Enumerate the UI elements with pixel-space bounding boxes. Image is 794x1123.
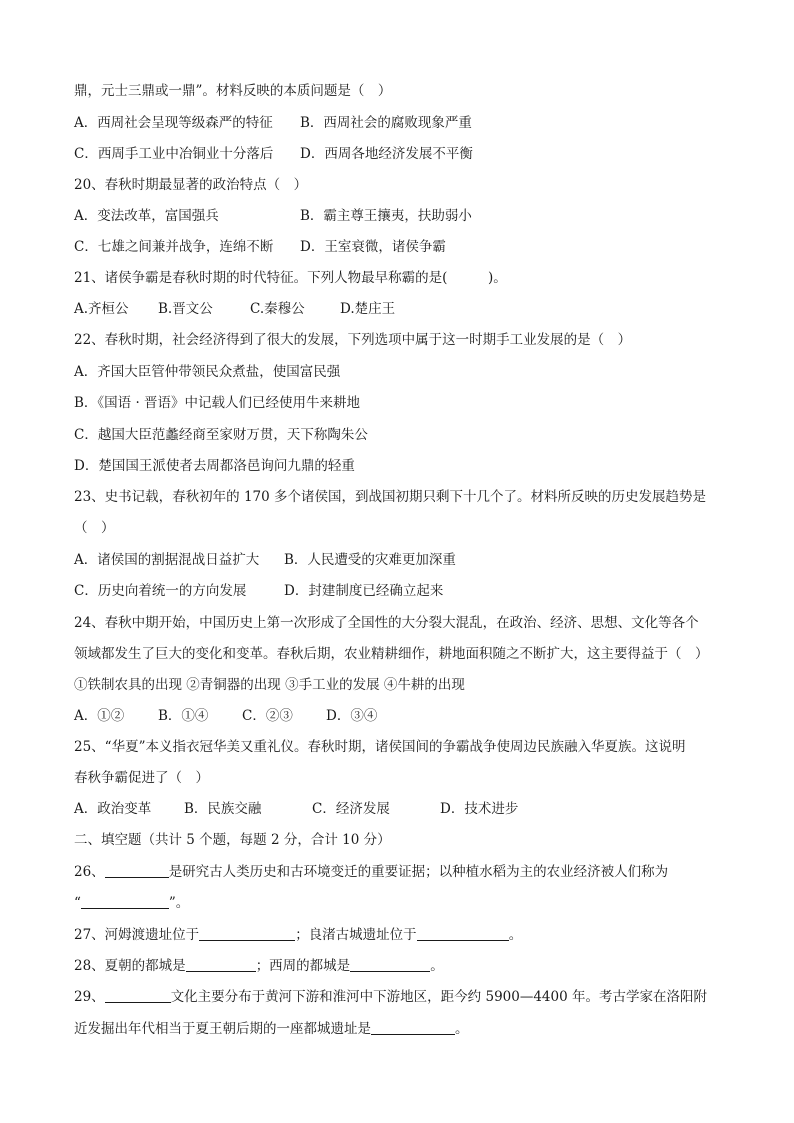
q24-option-d: D．③④: [326, 708, 378, 724]
q22-option-a: A．齐国大臣管仲带领民众煮盐，使国富民强: [74, 364, 341, 380]
q21-option-d: D.楚庄王: [340, 301, 396, 317]
q21-option-a: A.齐桓公: [74, 301, 129, 317]
q28-text-3: 。: [430, 958, 444, 974]
q28-blank-1[interactable]: [186, 957, 256, 972]
q27-text-3: 。: [508, 927, 523, 943]
q26-quote-open: “: [74, 895, 81, 911]
q28-line: [74, 957, 724, 975]
q25-option-c: C．经济发展: [312, 801, 390, 817]
q19-option-d: D．西周各地经济发展不平衡: [300, 146, 473, 162]
q26-number: 26、: [74, 864, 105, 880]
q29-line1: [74, 988, 724, 1006]
q19-options-row2: [74, 145, 724, 163]
q19-option-c: C．西周手工业中冶铜业十分落后: [74, 146, 274, 162]
q23-stem-line2: （ ）: [74, 520, 115, 536]
q20-option-c: C．七雄之间兼并战争，连绵不断: [74, 239, 274, 255]
q19-option-b: B．西周社会的腐败现象严重: [300, 115, 472, 131]
q22-stem: 22、春秋时期，社会经济得到了很大的发展，下列选项中属于这一时期手工业发展的是（ ）: [74, 332, 632, 348]
q26-blank-2[interactable]: [81, 894, 169, 909]
q20-option-a: A．变法改革，富国强兵: [74, 208, 219, 224]
q27-text-1: 27、河姆渡遗址位于: [74, 927, 200, 943]
q25-stem-line2: 春秋争霸促进了（ ）: [74, 770, 209, 786]
q24-stem-line2: 领域都发生了巨大的变化和变革。春秋后期，农业精耕细作，耕地面积随之不断扩大，这主要得益于（ ）: [74, 646, 709, 662]
q23-option-b: B．人民遭受的灾难更加深重: [284, 552, 456, 568]
q20-options-row1: [74, 207, 724, 225]
q25-option-d: D．技术进步: [440, 801, 519, 817]
q20-option-b: B．霸主尊王攘夷，扶助弱小: [300, 208, 472, 224]
q24-option-a: A．①②: [74, 708, 125, 724]
q27-blank-1[interactable]: [199, 926, 295, 941]
q23-options-row1: [74, 551, 724, 569]
q21-option-c: C.秦穆公: [250, 301, 305, 317]
q19-stem-end: 鼎，元士三鼎或一鼎”。材料反映的本质问题是（ ）: [74, 83, 392, 99]
q29-text-3: 。: [455, 1021, 469, 1037]
q28-text-1: 28、夏朝的都城是: [74, 958, 186, 974]
section-2-heading: 二、填空题（共计 5 个题，每题 2 分，合计 10 分）: [74, 832, 391, 848]
q25-options: [74, 800, 724, 818]
q20-options-row2: [74, 238, 724, 256]
q22-option-d: D．楚国国王派使者去周都洛邑询问九鼎的轻重: [74, 458, 355, 474]
q29-blank-1[interactable]: [105, 988, 171, 1003]
q23-stem-line1: 23、史书记载，春秋初年的 170 多个诸侯国，到战国初期只剩下十几个了。材料所反映的历史发展趋势是: [74, 489, 707, 505]
q20-stem: 20、春秋时期最显著的政治特点（ ）: [74, 177, 308, 193]
q29-text-2: 近发掘出年代相当于夏王朝后期的一座都城遗址是: [74, 1021, 371, 1037]
q22-option-b: B．《国语 · 晋语》中记载人们已经使用牛来耕地: [74, 395, 361, 411]
q25-option-a: A．政治变革: [74, 801, 152, 817]
q24-stem-line3: ①铁制农具的出现 ②青铜器的出现 ③手工业的发展 ④牛耕的出现: [74, 677, 465, 693]
q28-text-2: ；西周的都城是: [255, 958, 351, 974]
q20-option-d: D．王室衰微，诸侯争霸: [300, 239, 446, 255]
q26-quote-close: ”。: [168, 895, 190, 911]
q26-line1: [74, 863, 724, 881]
q21-stem: 21、诸侯争霸是春秋时期的时代特征。下列人物最早称霸的是( )。: [74, 270, 507, 286]
q27-blank-2[interactable]: [417, 926, 509, 941]
q23-option-d: D．封建制度已经确立起来: [284, 583, 444, 599]
q23-options-row2: [74, 582, 724, 600]
q26-blank-1[interactable]: [105, 863, 169, 878]
q26-line2: [74, 894, 724, 912]
q24-option-c: C．②③: [242, 708, 293, 724]
q19-option-a: A．西周社会呈现等级森严的特征: [74, 115, 273, 131]
q25-option-b: B．民族交融: [184, 801, 262, 817]
q28-blank-2[interactable]: [350, 957, 430, 972]
q29-text: 文化主要分布于黄河下游和淮河中下游地区，距今约 5900—4400 年。考古学家在洛阳附: [170, 989, 707, 1005]
q27-line: [74, 926, 724, 944]
q21-option-b: B.晋文公: [158, 301, 213, 317]
q25-stem-line1: 25、“华夏”本义指衣冠华美又重礼仪。春秋时期，诸侯国间的争霸战争使周边民族融入华夏族。这说明: [74, 739, 686, 755]
q26-text: 是研究古人类历史和古环境变迁的重要证据；以种植水稻为主的农业经济被人们称为: [168, 864, 669, 880]
q22-option-c: C．越国大臣范蠡经商至家财万贯，天下称陶朱公: [74, 427, 368, 443]
q21-options: [74, 300, 724, 318]
q29-line2: [74, 1020, 724, 1038]
q24-options: [74, 707, 724, 725]
q24-option-b: B．①④: [158, 708, 209, 724]
q24-stem-line1: 24、春秋中期开始，中国历史上第一次形成了全国性的大分裂大混乱，在政治、经济、思想、文化等各个: [74, 615, 699, 631]
q29-number: 29、: [74, 989, 105, 1005]
q29-blank-2[interactable]: [371, 1020, 455, 1035]
q19-options-row1: [74, 114, 724, 132]
q23-option-c: C．历史向着统一的方向发展: [74, 583, 247, 599]
q27-text-2: ；良渚古城遗址位于: [295, 927, 417, 943]
q23-option-a: A．诸侯国的割据混战日益扩大: [74, 552, 260, 568]
